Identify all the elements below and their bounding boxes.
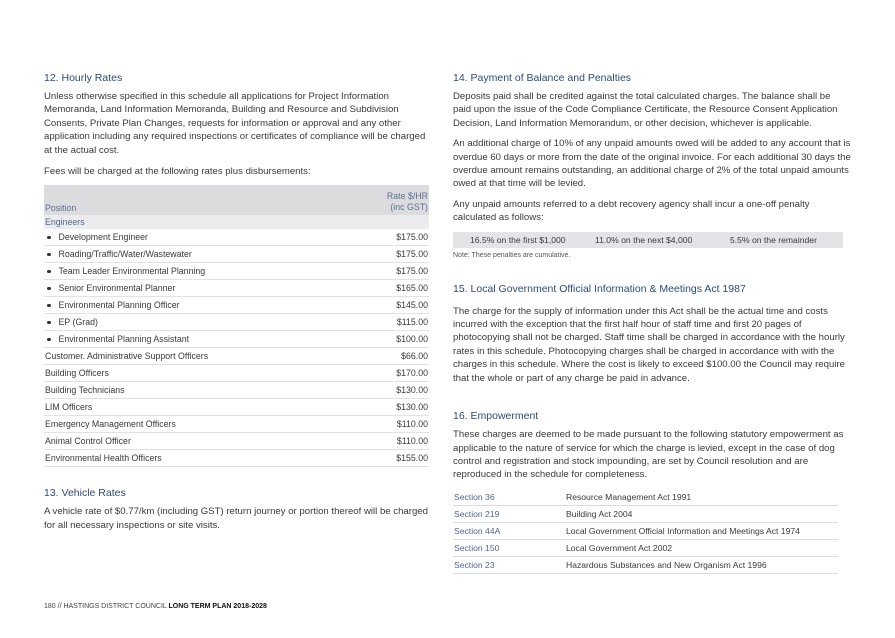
table-row [453,489,838,506]
section-12-intro: Unless otherwise specified in this schedule all applications for Project Information Memoranda, Land Information Memoranda, Building and Resource and Subdivision Consents, Private Plan Changes, requests for information or approval and any other application including any required inspections or certificates of compliance will be charged at the actual cost. [44,91,426,156]
position-cell: Environmental Planning Assistant [58,334,190,345]
table-row [44,450,429,467]
section-12-heading: 12. Hourly Rates [44,72,123,84]
table-row [44,229,429,246]
table-row [453,556,838,573]
act-cell: Building Act 2004 [565,505,838,522]
penalty-note: Note: These penalties are cumulative. [453,251,571,259]
bullet-icon [47,304,51,308]
position-cell: Customer. Administrative Support Officers [44,348,349,365]
rate-cell: $175.00 [349,246,429,263]
section-14-p3: Any unpaid amounts referred to a debt recovery agency shall incur a one-off penalty calculated as follows: [453,198,810,224]
position-cell: LIM Officers [44,399,349,416]
section-14-p2: An additional charge of 10% of any unpaid amounts owed will be added to any account that is overdue 60 days or more from the date of the original invoice. For each additional 30 days the overdue amount remains outstanding, an additional charge of 2% of the total unpaid amounts owed at that time will be levied. [453,138,851,190]
rate-cell: $100.00 [349,331,429,348]
col-rate-header-line1: Rate $/HR [386,191,428,202]
penalty-tier-3: 5.5% on the remainder [730,234,817,245]
bullet-icon [47,253,51,257]
position-cell: Building Technicians [44,382,349,399]
section-cell: Section 150 [453,539,565,556]
footer-plan-title: LONG TERM PLAN 2018-2028 [168,603,267,610]
group-row-engineers [44,215,429,229]
table-row [453,505,838,522]
section-14-heading: 14. Payment of Balance and Penalties [453,72,632,84]
act-cell: Hazardous Substances and New Organism Act 1996 [565,556,838,573]
section-13-heading: 13. Vehicle Rates [44,487,126,500]
table-row [44,263,429,280]
page-footer [44,603,267,610]
col-rate-header-line2: (inc GST) [390,202,428,213]
penalty-rates-bar [453,232,843,248]
rate-cell: $115.00 [349,314,429,331]
table-row [44,365,429,382]
empowerment-table [453,489,838,574]
position-cell: Building Officers [44,365,349,382]
act-cell: Local Government Official Information and Meetings Act 1974 [565,522,838,539]
section-14-p1: Deposits paid shall be credited against the total calculated charges. The balance shall be paid upon the issue of the Code Compliance Certificate, the Resource Consent Application Decision, Land Information Memorandum, or other decision, whichever is applicable. [453,91,838,129]
hourly-rates-table [44,185,429,467]
bullet-icon [47,338,51,342]
rate-cell: $66.00 [349,348,429,365]
table-header-row [44,185,429,215]
rate-cell: $175.00 [349,263,429,280]
section-15-heading: 15. Local Government Official Information & Meetings Act 1987 [453,282,746,295]
rate-cell: $165.00 [349,280,429,297]
position-cell: Animal Control Officer [44,433,349,450]
left-column [44,72,429,532]
group-label: Engineers [44,215,429,229]
bullet-icon [47,270,51,274]
rate-cell: $130.00 [349,399,429,416]
rate-cell: $130.00 [349,382,429,399]
table-row [44,433,429,450]
position-cell: Environmental Planning Officer [58,300,180,311]
rate-cell: $145.00 [349,297,429,314]
position-cell: EP (Grad) [58,317,98,328]
col-rate-header [349,185,429,215]
rate-cell: $110.00 [349,416,429,433]
position-cell: Team Leader Environmental Planning [58,266,206,277]
rate-cell: $175.00 [349,229,429,246]
table-row [44,416,429,433]
table-row [44,280,429,297]
bullet-icon [47,287,51,291]
bullet-icon [47,236,51,240]
table-row [44,246,429,263]
section-cell: Section 219 [453,505,565,522]
act-cell: Resource Management Act 1991 [565,489,838,506]
section-16-heading: 16. Empowerment [453,410,539,423]
section-15-body: The charge for the supply of information under this Act shall be the actual time and costs incurred with the exception that the first half hour of staff time and first 20 pages of photocopying shall not be charged. Staff time shall be charged in accordance with the hourly rates in this schedule. Photocopying charges shall be charged in accordance with with the charges in this schedule. Where the cost is likely to exceed $100.00 the Council may require that the whole or part of any charge be paid in advance. [453,305,845,384]
right-column [453,72,851,574]
bullet-icon [47,321,51,325]
table-row [44,348,429,365]
position-cell: Emergency Management Officers [44,416,349,433]
section-12-fees-note: Fees will be charged at the following rates plus disbursements: [44,166,311,178]
table-row [44,399,429,416]
position-cell: Roading/Traffic/Water/Wastewater [58,249,192,260]
table-row [44,314,429,331]
rate-cell: $110.00 [349,433,429,450]
section-13-body: A vehicle rate of $0.77/km (including GST) return journey or portion thereof will be charged for all necessary inspections or site visits. [44,506,428,531]
position-cell: Environmental Health Officers [44,450,349,467]
rate-cell: $155.00 [349,450,429,467]
table-row [44,382,429,399]
penalty-tier-2: 11.0% on the next $4,000 [595,234,693,245]
table-row [453,539,838,556]
footer-prefix: 180 // HASTINGS DISTRICT COUNCIL [44,603,169,610]
table-row [44,331,429,348]
section-cell: Section 44A [453,522,565,539]
section-cell: Section 36 [453,489,565,506]
table-row [44,297,429,314]
position-cell: Development Engineer [58,232,148,243]
col-position-header: Position [44,185,349,215]
rate-cell: $170.00 [349,365,429,382]
table-row [453,522,838,539]
section-16-body: These charges are deemed to be made pursuant to the following statutory empowerment as applicable to the nature of service for which the charge is levied, except in the case of dog control and registration and stock impounding, are set by Council resolution and are reproduced in the schedule for completeness. [453,429,844,481]
act-cell: Local Government Act 2002 [565,539,838,556]
section-cell: Section 23 [453,556,565,573]
penalty-tier-1: 16.5% on the first $1,000 [470,234,566,245]
position-cell: Senior Environmental Planner [58,283,176,294]
